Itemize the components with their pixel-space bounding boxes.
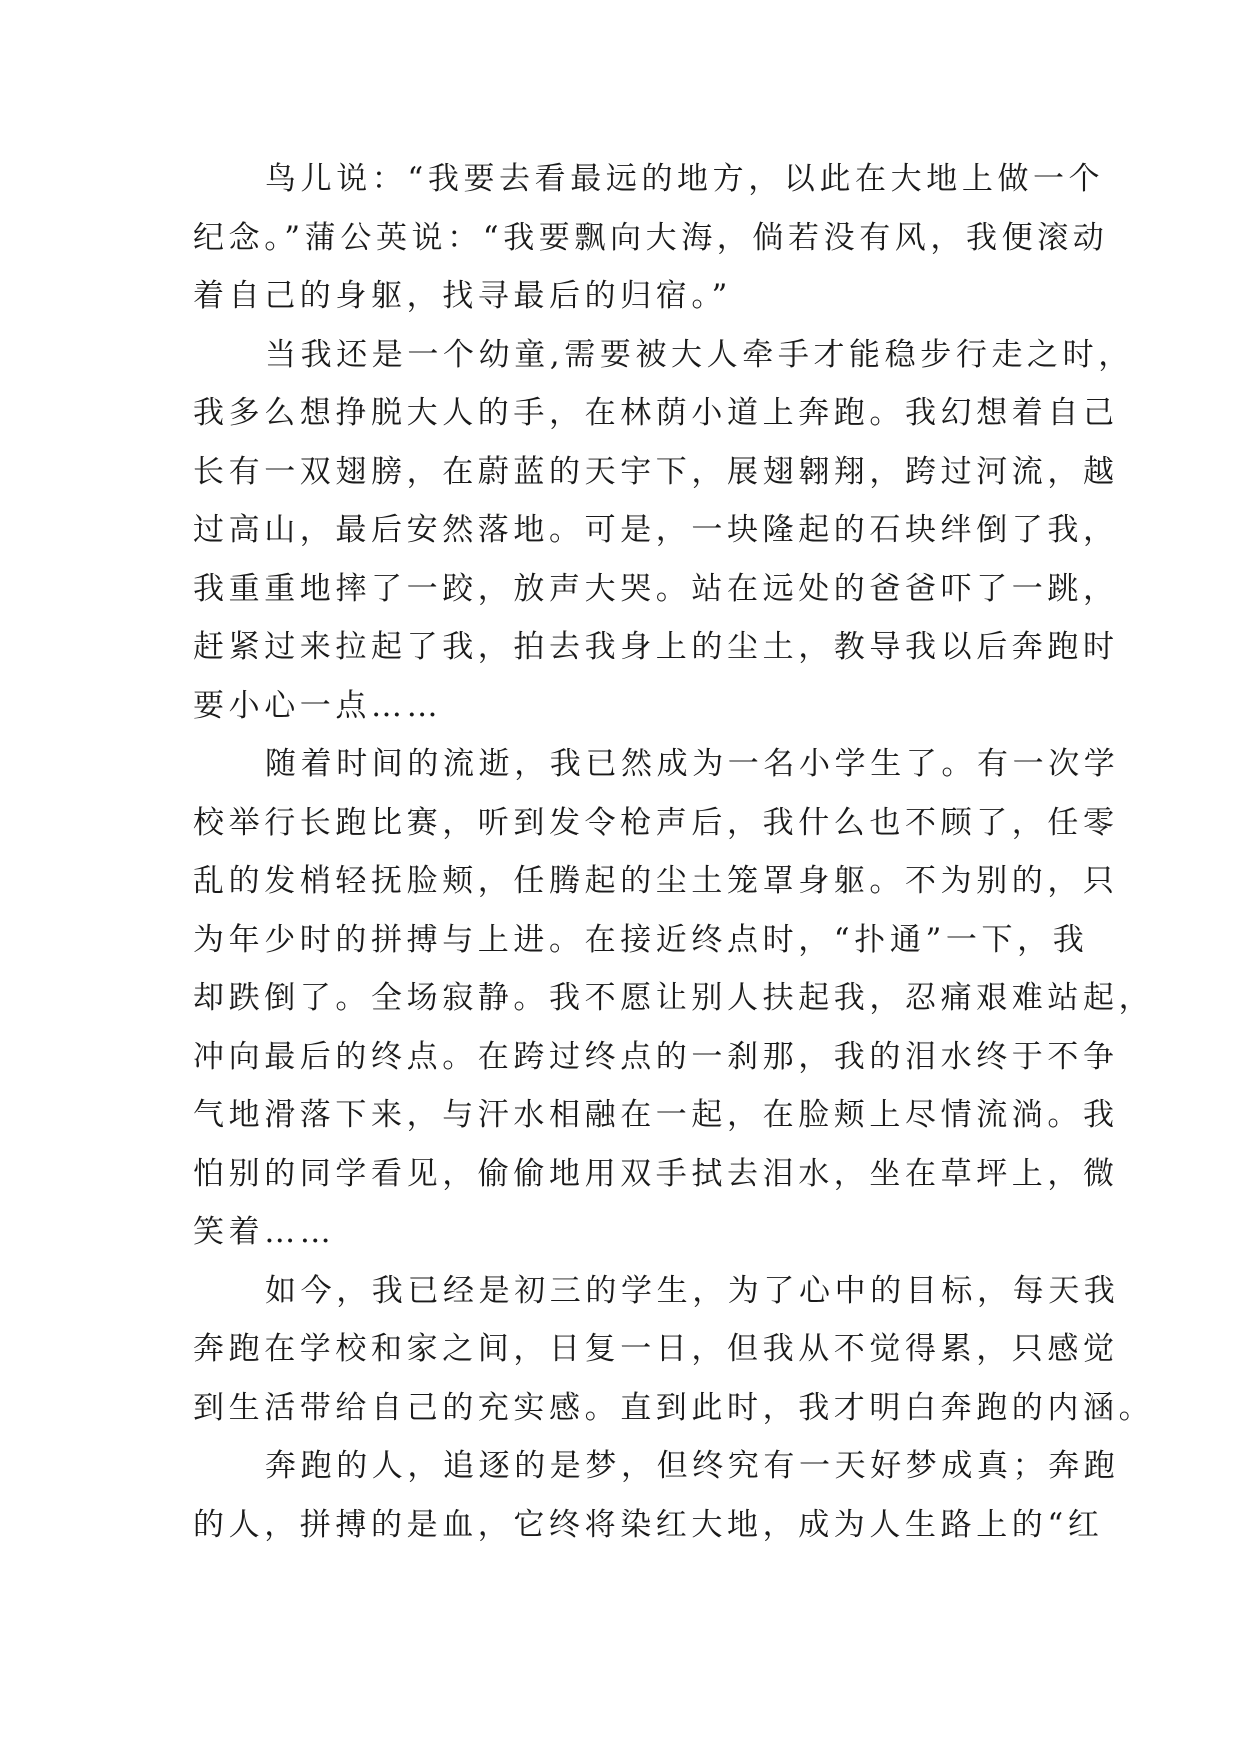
text-line: 奔跑的人，追逐的是梦，但终究有一天好梦成真；奔跑 — [265, 1448, 1120, 1484]
text-line: 校举行长跑比赛，听到发令枪声后，我什么也不顾了，任零 — [193, 804, 1119, 841]
paragraph — [193, 735, 1155, 1262]
paragraph — [193, 1437, 1120, 1554]
text-line: 当我还是一个幼童,需要被大人牵手才能稳步行走之时， — [265, 336, 1134, 373]
text-line: 我重重地摔了一跤，放声大哭。站在远处的爸爸吓了一跳， — [193, 570, 1119, 607]
text-line: 到生活带给自己的充实感。直到此时，我才明白奔跑的内涵。 — [193, 1389, 1155, 1426]
text-line: 过高山，最后安然落地。可是，一块隆起的石块绊倒了我， — [193, 512, 1119, 548]
paragraph — [193, 1262, 1155, 1438]
text-line: 气地滑落下来，与汗水相融在一起，在脸颊上尽情流淌。我 — [193, 1097, 1119, 1133]
text-line: 奔跑在学校和家之间，日复一日，但我从不觉得累，只感觉 — [193, 1331, 1119, 1367]
text-line: 着自己的身躯，找寻最后的归宿。” — [193, 278, 732, 314]
text-line: 却跌倒了。全场寂静。我不愿让别人扶起我，忍痛艰难站起， — [193, 980, 1155, 1016]
text-line: 怕别的同学看见，偷偷地用双手拭去泪水，坐在草坪上，微 — [193, 1155, 1119, 1192]
text-line: 我多么想挣脱大人的手，在林荫小道上奔跑。我幻想着自己 — [193, 395, 1119, 431]
text-line: 纪念。”蒲公英说：“我要飘向大海，倘若没有风，我便滚动 — [193, 219, 1109, 256]
essay-body — [193, 150, 1155, 1554]
text-line: 随着时间的流逝，我已然成为一名小学生了。有一次学 — [265, 746, 1120, 782]
text-line: 长有一双翅膀，在蔚蓝的天宇下，展翅翱翔，跨过河流，越 — [193, 453, 1119, 490]
text-line: 笑着…… — [193, 1214, 336, 1250]
text-line: 赶紧过来拉起了我，拍去我身上的尘土，教导我以后奔跑时 — [193, 629, 1119, 665]
text-line: 的人，拼搏的是血，它终将染红大地，成为人生路上的“红 — [193, 1506, 1104, 1543]
text-line: 要小心一点…… — [193, 687, 443, 724]
text-line: 如今，我已经是初三的学生，为了心中的目标，每天我 — [265, 1272, 1120, 1309]
text-line: 鸟儿说：“我要去看最远的地方，以此在大地上做一个 — [265, 161, 1105, 197]
text-line: 为年少时的拼搏与上进。在接近终点时，“扑通”一下，我 — [193, 921, 1089, 958]
paragraph — [193, 150, 1109, 326]
text-line: 乱的发梢轻抚脸颊，任腾起的尘土笼罩身躯。不为别的，只 — [193, 863, 1119, 899]
paragraph — [193, 326, 1134, 736]
text-line: 冲向最后的终点。在跨过终点的一刹那，我的泪水终于不争 — [193, 1038, 1119, 1075]
